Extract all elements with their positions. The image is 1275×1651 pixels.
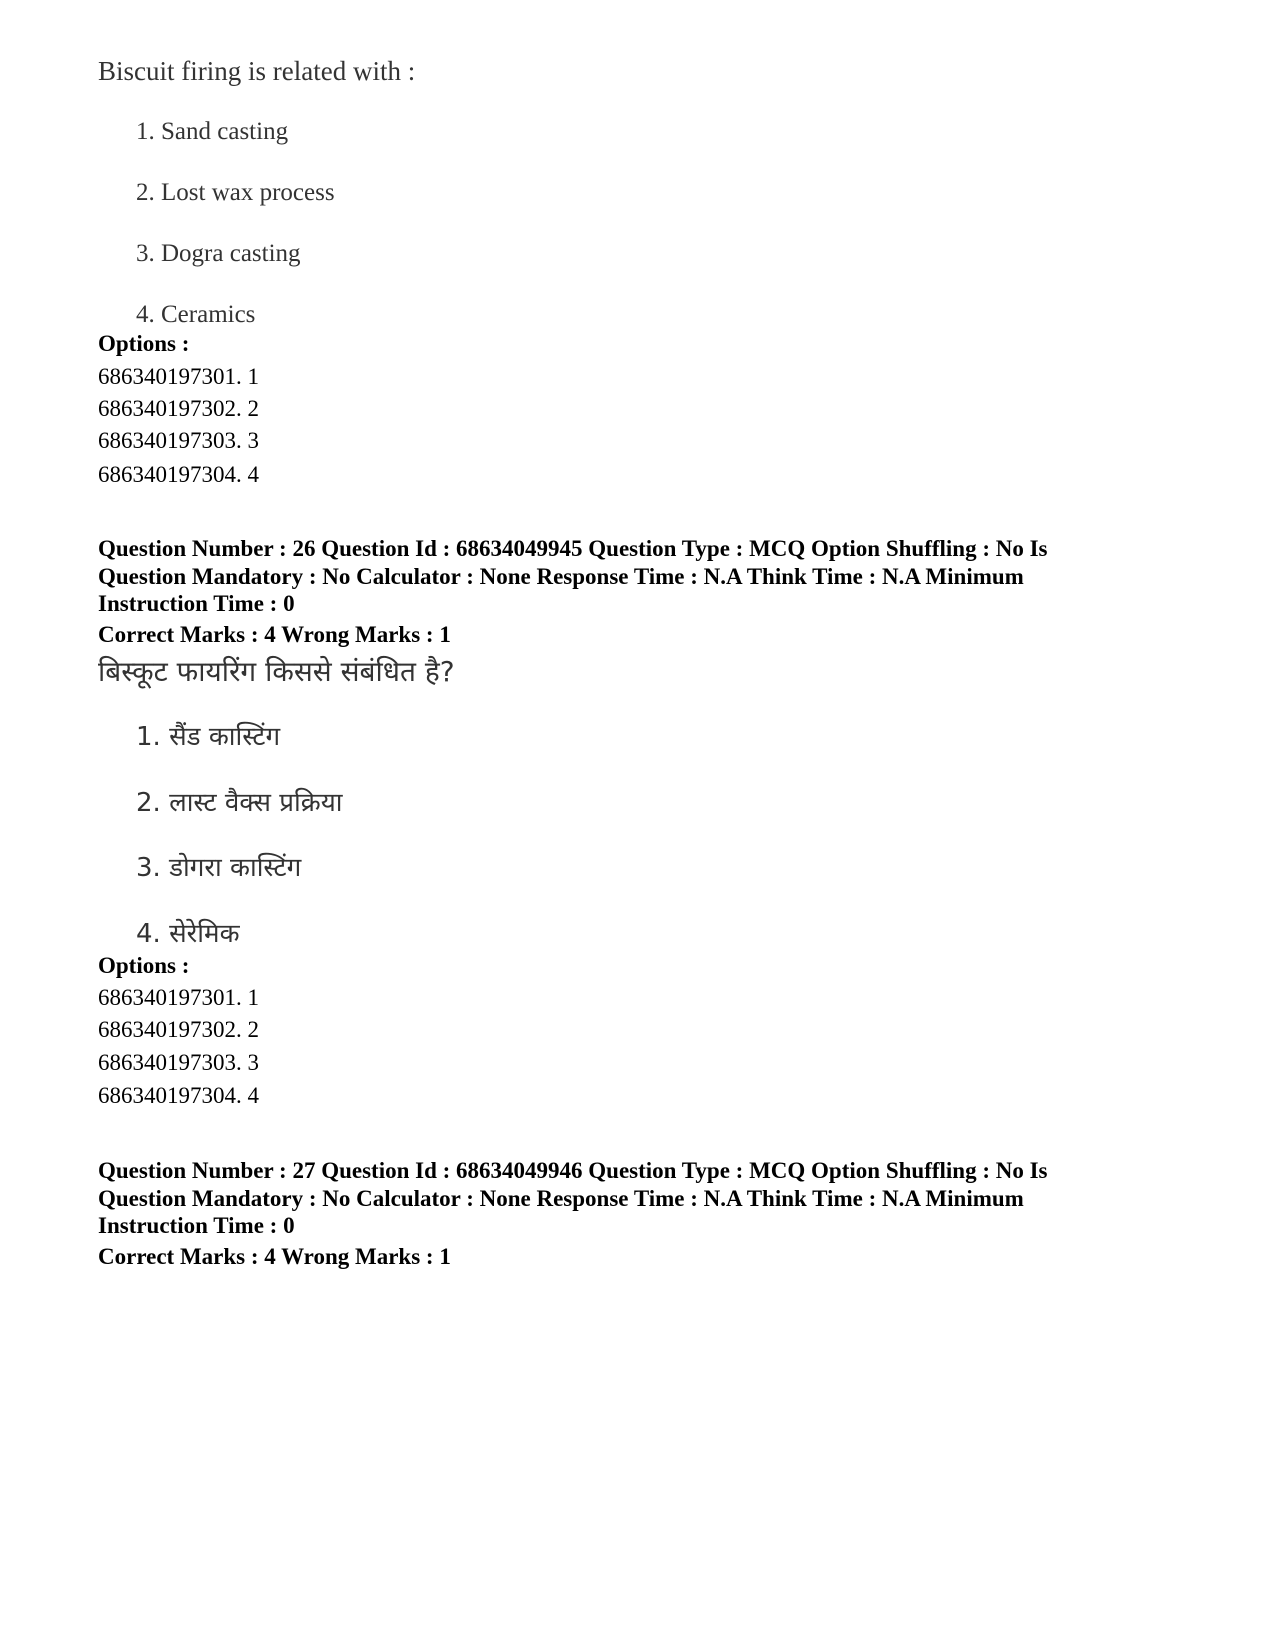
question-26-marks: Correct Marks : 4 Wrong Marks : 1	[98, 622, 451, 647]
question-26-option-1: 686340197301. 1	[98, 985, 259, 1010]
question-26-stem: बिस्कूट फायरिंग किससे संबंधित है?	[98, 655, 455, 688]
question-25-stem: Biscuit firing is related with :	[98, 56, 416, 86]
question-26-options-label: Options :	[98, 953, 190, 978]
question-26-option-3: 686340197303. 3	[98, 1050, 259, 1075]
question-25-choice-1: 1. Sand casting	[136, 118, 289, 145]
question-26-meta-line-1: Question Number : 26 Question Id : 68634049945 Question Type : MCQ Option Shuffling : No Is	[98, 536, 1048, 561]
question-26-choice-3: 3. डोगरा कास्टिंग	[136, 853, 302, 883]
question-25-choice-3: 3. Dogra casting	[136, 240, 301, 267]
question-27-meta-line-3: Instruction Time : 0	[98, 1213, 295, 1238]
question-26-image	[98, 654, 798, 954]
question-26-meta-line-3: Instruction Time : 0	[98, 591, 295, 616]
question-26-choice-1: 1. सैंड कास्टिंग	[136, 722, 281, 752]
question-26-option-2: 686340197302. 2	[98, 1017, 259, 1042]
question-25-option-2: 686340197302. 2	[98, 396, 259, 421]
question-25-choice-4: 4. Ceramics	[136, 301, 256, 328]
question-26-meta	[98, 535, 1188, 618]
question-27-meta-line-1: Question Number : 27 Question Id : 68634049946 Question Type : MCQ Option Shuffling : No Is	[98, 1158, 1048, 1183]
question-26-meta-line-2: Question Mandatory : No Calculator : None Response Time : N.A Think Time : N.A Minimum	[98, 563, 1024, 589]
question-27-meta-line-2: Question Mandatory : No Calculator : None Response Time : N.A Think Time : N.A Minimum	[98, 1185, 1024, 1211]
question-26-choice-4: 4. सेरेमिक	[136, 919, 240, 949]
question-26-option-4: 686340197304. 4	[98, 1083, 259, 1108]
question-25-option-3: 686340197303. 3	[98, 428, 259, 453]
question-25-choice-2: 2. Lost wax process	[136, 179, 335, 206]
question-25-image	[98, 54, 798, 344]
question-27-marks: Correct Marks : 4 Wrong Marks : 1	[98, 1244, 451, 1269]
question-27-meta	[98, 1157, 1188, 1240]
question-26-choice-2: 2. लास्ट वैक्स प्रक्रिया	[136, 788, 343, 818]
question-25-options-label: Options :	[98, 331, 190, 356]
question-25-option-1: 686340197301. 1	[98, 364, 259, 389]
question-25-option-4: 686340197304. 4	[98, 462, 259, 487]
